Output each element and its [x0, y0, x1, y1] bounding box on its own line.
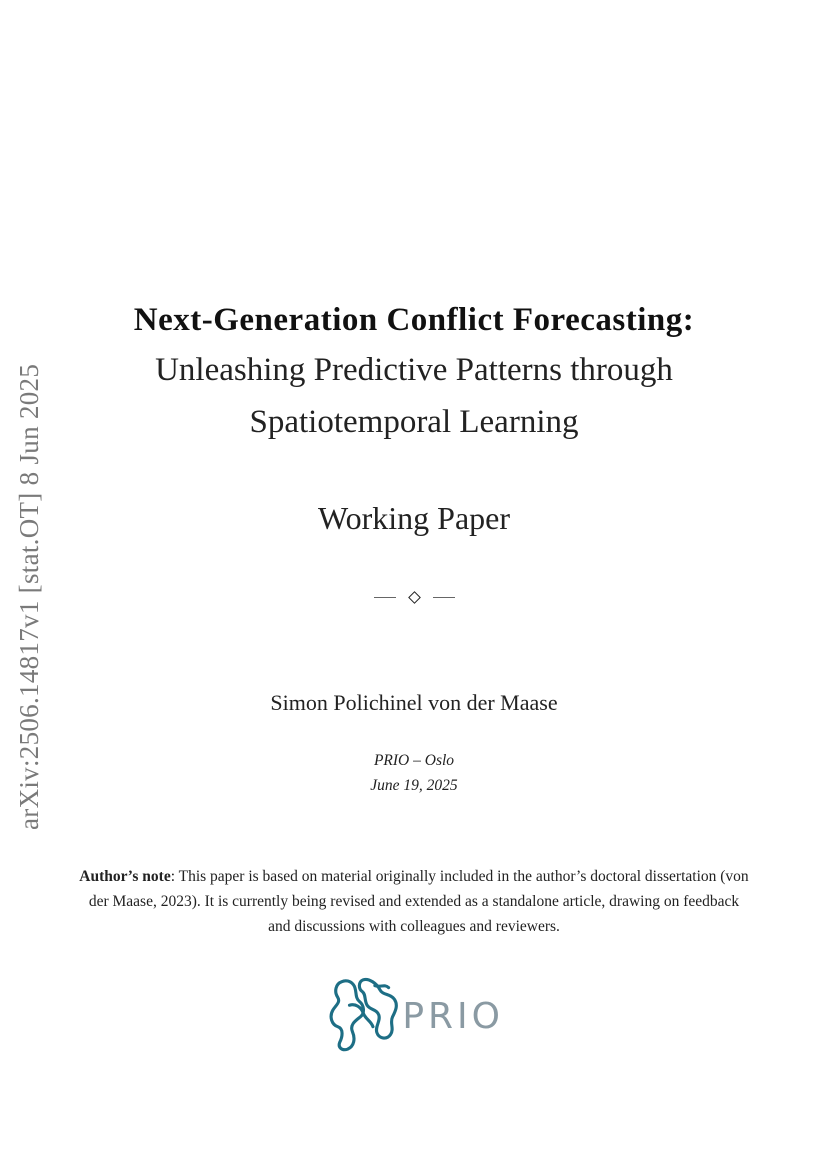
- ornament-divider: [0, 588, 828, 606]
- paper-subtitle-line-1: Unleashing Predictive Patterns through: [155, 352, 673, 388]
- paper-subtitle-line-2: Spatiotemporal Learning: [249, 404, 579, 440]
- paper-date: June 19, 2025: [370, 777, 458, 794]
- prio-logo: [328, 974, 504, 1054]
- author-affiliation: PRIO – Oslo: [373, 752, 455, 769]
- authors-note: [76, 864, 752, 939]
- paper-title: Next-Generation Conflict Forecasting:: [133, 302, 695, 338]
- paper-type: Working Paper: [317, 500, 511, 536]
- title-block: [0, 296, 828, 448]
- ornament-rule-right: [433, 597, 455, 598]
- authors-note-text: : This paper is based on material originally included in the author’s doctoral dissertation (von der Maase, 2023). It is currently being revised and extended as a standalone article, drawing on feedback and discussions with colleagues and reviewers.: [88, 868, 749, 935]
- author-name: Simon Polichinel von der Maase: [270, 690, 558, 715]
- arxiv-stamp: arXiv:2506.14817v1 [stat.OT] 8 Jun 2025: [14, 363, 44, 830]
- prio-logo-icon: [328, 975, 400, 1053]
- authors-note-label: Author’s note: [79, 868, 171, 885]
- ornament-rule-left: [374, 597, 396, 598]
- author-affiliation-block: [0, 748, 828, 798]
- diamond-icon: [408, 591, 421, 604]
- prio-logo-text: PRIO: [402, 995, 504, 1037]
